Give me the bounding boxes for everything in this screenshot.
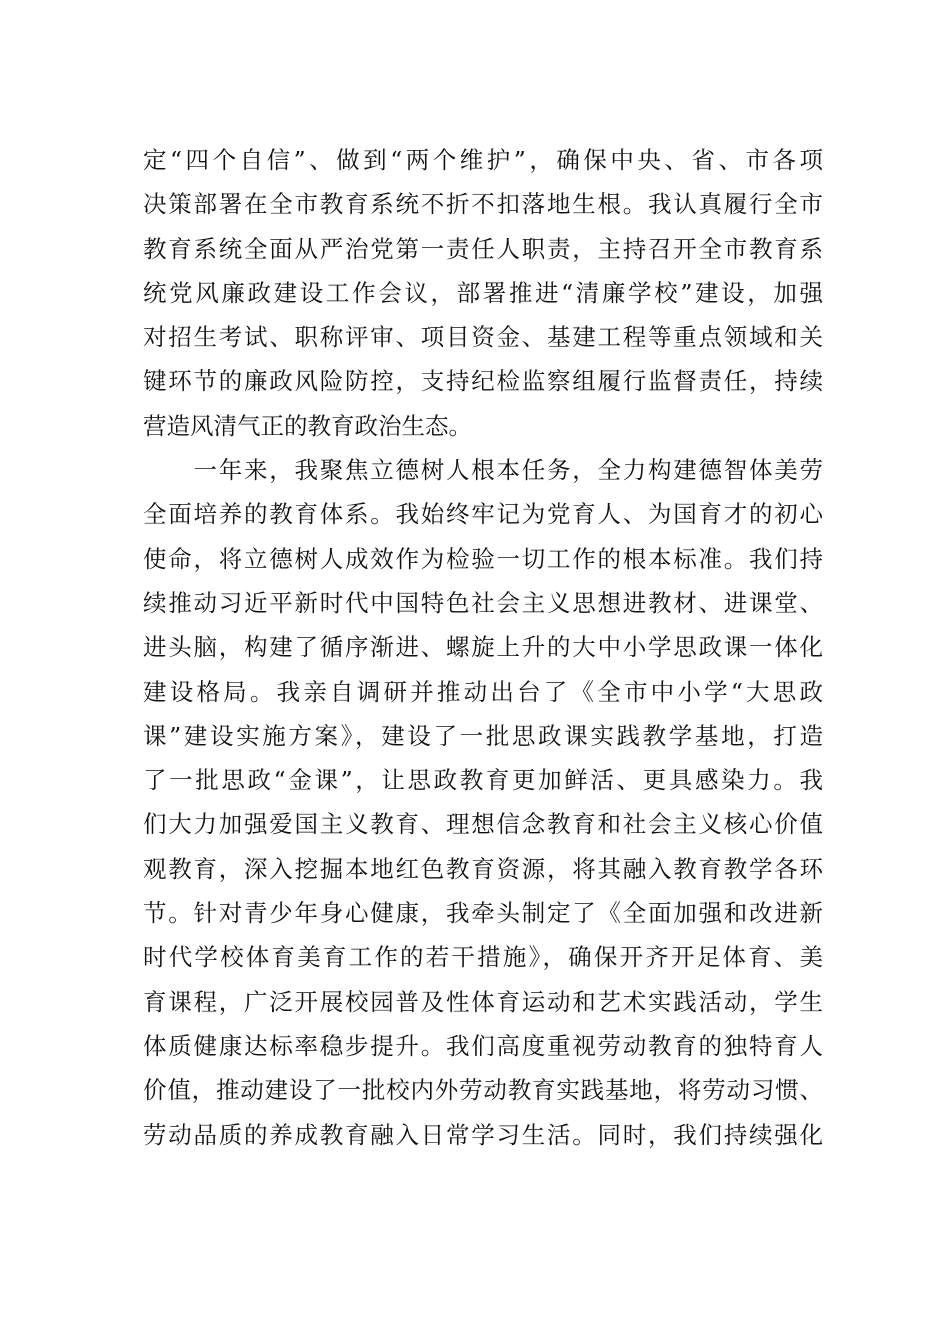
text-line: 劳动品质的养成教育融入日常学习生活。同时，我们持续强化	[143, 1120, 823, 1149]
text-line: 定“四个自信”、做到“两个维护”，确保中央、省、市各项	[143, 146, 823, 174]
text-line: 续推动习近平新时代中国特色社会主义思想进教材、进课堂、	[143, 588, 823, 617]
text-line: 观教育，深入挖掘本地红色教育资源，将其融入教育教学各环	[143, 854, 823, 883]
text-line: 节。针对青少年身心健康，我牵头制定了《全面加强和改进新	[143, 899, 823, 928]
text-line: 们大力加强爱国主义教育、理想信念教育和社会主义核心价值	[143, 810, 823, 839]
text-line: 对招生考试、职称评审、项目资金、基建工程等重点领域和关	[143, 323, 823, 352]
text-line: 使命，将立德树人成效作为检验一切工作的根本标准。我们持	[143, 544, 823, 573]
text-line: 教育系统全面从严治党第一责任人职责，主持召开全市教育系	[143, 234, 823, 263]
text-line: 了一批思政“金课”，让思政教育更加鲜活、更具感染力。我	[143, 766, 823, 795]
text-line: 建设格局。我亲自调研并推动出台了《全市中小学“大思政	[143, 677, 823, 706]
text-line: 育课程，广泛开展校园普及性体育运动和艺术实践活动，学生	[143, 987, 823, 1016]
text-line: 体质健康达标率稳步提升。我们高度重视劳动教育的独特育人	[143, 1031, 823, 1060]
text-line: 一年来，我聚焦立德树人根本任务，全力构建德智体美劳	[143, 456, 823, 485]
body-text	[143, 138, 823, 1157]
text-line: 全面培养的教育体系。我始终牢记为党育人、为国育才的初心	[143, 500, 823, 529]
text-line: 价值，推动建设了一批校内外劳动教育实践基地，将劳动习惯、	[143, 1076, 823, 1105]
text-line: 课”建设实施方案》，建设了一批思政课实践教学基地，打造	[143, 721, 823, 750]
text-line: 决策部署在全市教育系统不折不扣落地生根。我认真履行全市	[143, 190, 823, 219]
text-line: 键环节的廉政风险防控，支持纪检监察组履行监督责任，持续	[143, 367, 823, 396]
text-line: 统党风廉政建设工作会议，部署推进“清廉学校”建设，加强	[143, 278, 823, 307]
text-line: 营造风清气正的教育政治生态。	[143, 411, 472, 440]
text-line: 进头脑，构建了循序渐进、螺旋上升的大中小学思政课一体化	[143, 633, 823, 662]
text-line: 时代学校体育美育工作的若干措施》，确保开齐开足体育、美	[143, 943, 823, 972]
